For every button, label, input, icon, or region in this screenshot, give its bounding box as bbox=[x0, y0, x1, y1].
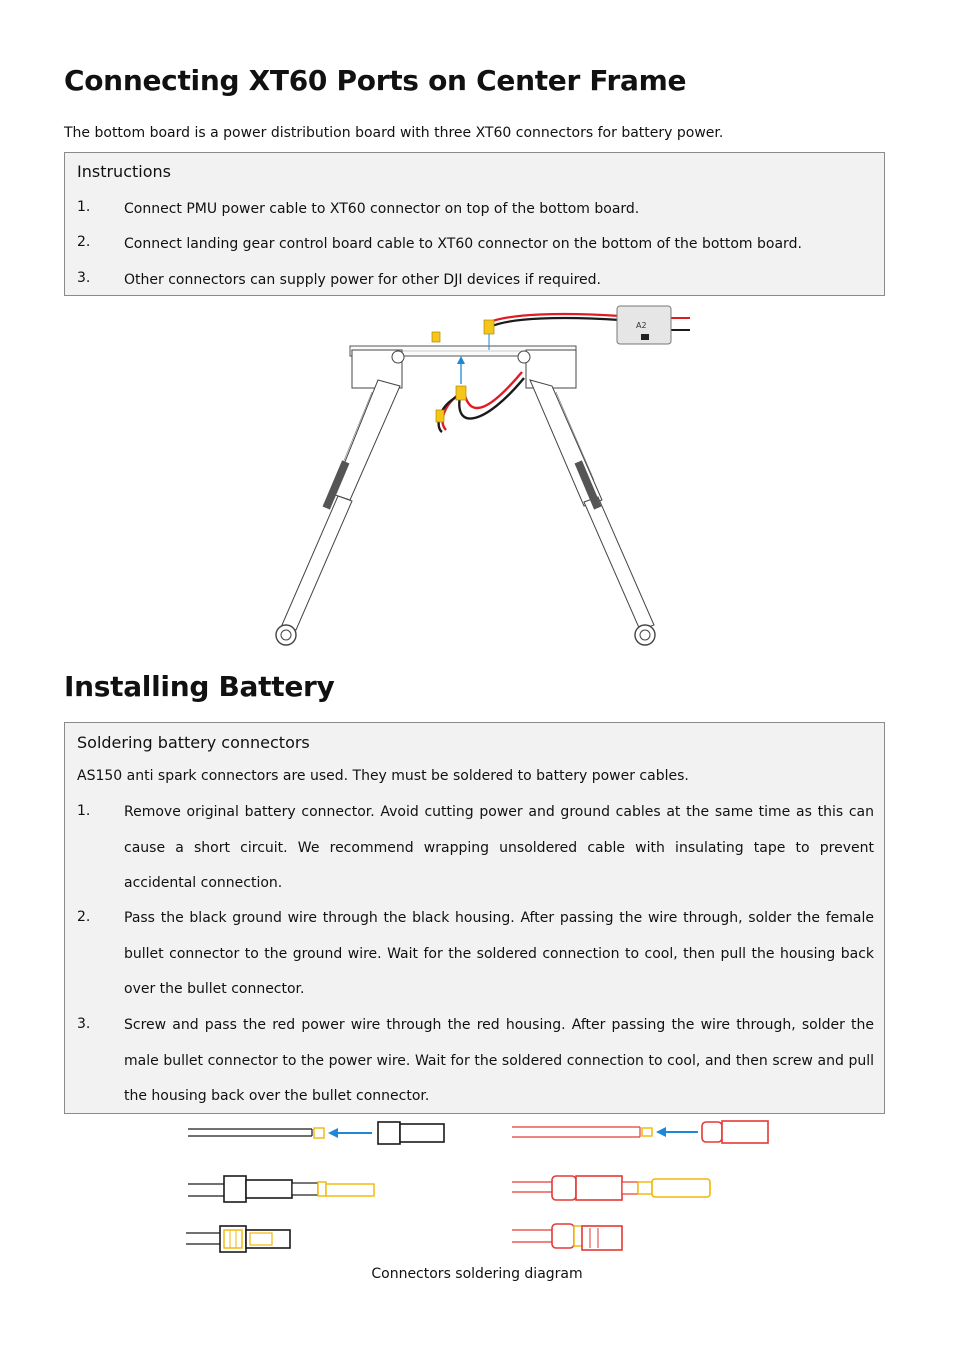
pmu-label: A2 bbox=[636, 321, 647, 330]
xt60-arrow-head bbox=[457, 356, 465, 364]
item-number: 2. bbox=[77, 234, 91, 250]
heading-installing-battery: Installing Battery bbox=[64, 670, 335, 703]
xt60-gear-connector bbox=[436, 410, 444, 422]
step-number: 2. bbox=[77, 909, 91, 925]
xt60-small-connector bbox=[432, 332, 440, 342]
red-step-1 bbox=[512, 1121, 768, 1143]
black-step-2 bbox=[188, 1176, 374, 1202]
center-frame-illustration bbox=[260, 300, 700, 660]
pmu-port bbox=[641, 334, 649, 340]
pmu-black-cable bbox=[492, 318, 620, 326]
step-text: Remove original battery connector. Avoid cutting power and ground cables at the same time as this can cause a short circuit. We recommend wrapping unsoldered cable with insulating tape to prevent accidental connection. bbox=[124, 804, 874, 891]
soldering-box bbox=[64, 722, 885, 1114]
red-step-3 bbox=[512, 1224, 622, 1250]
black-step-3 bbox=[186, 1226, 290, 1252]
item-number: 1. bbox=[77, 199, 91, 215]
intro-paragraph: The bottom board is a power distribution board with three XT60 connectors for battery power. bbox=[64, 125, 724, 141]
step-text: Screw and pass the red power wire through the red housing. After passing the wire through, solder the male bullet connector to the power wire. Wait for the soldered connection to cool, and then screw and pull the housing back over the bullet connector. bbox=[124, 1017, 874, 1104]
connectors-soldering-diagram bbox=[180, 1116, 780, 1256]
black-step-1 bbox=[188, 1122, 444, 1144]
soldering-title: Soldering battery connectors bbox=[77, 733, 310, 752]
item-number: 3. bbox=[77, 270, 91, 286]
red-step-2 bbox=[512, 1176, 710, 1200]
xt60-top-connector bbox=[484, 320, 494, 334]
step-number: 1. bbox=[77, 803, 91, 819]
instructions-box bbox=[64, 152, 885, 296]
step-text: Pass the black ground wire through the black housing. After passing the wire through, solder the female bullet connector to the ground wire. Wait for the soldered connection to cool, then pull the housing back over the bullet connector. bbox=[124, 910, 874, 997]
item-text: Connect landing gear control board cable to XT60 connector on the bottom of the bottom board. bbox=[124, 236, 802, 252]
frame-left-bolt bbox=[392, 351, 404, 363]
heading-xt60-ports: Connecting XT60 Ports on Center Frame bbox=[64, 64, 687, 97]
xt60-bottom-connector bbox=[456, 386, 466, 400]
left-leg bbox=[276, 380, 400, 645]
instructions-title: Instructions bbox=[77, 162, 171, 181]
item-text: Other connectors can supply power for other DJI devices if required. bbox=[124, 272, 602, 288]
frame-right-bolt bbox=[518, 351, 530, 363]
right-leg bbox=[530, 380, 655, 645]
soldering-intro: AS150 anti spark connectors are used. They must be soldered to battery power cables. bbox=[77, 768, 689, 784]
gear-black-cable bbox=[459, 378, 524, 419]
item-text: Connect PMU power cable to XT60 connector on top of the bottom board. bbox=[124, 201, 640, 217]
step-number: 3. bbox=[77, 1016, 91, 1032]
diagram-caption: Connectors soldering diagram bbox=[371, 1266, 583, 1282]
